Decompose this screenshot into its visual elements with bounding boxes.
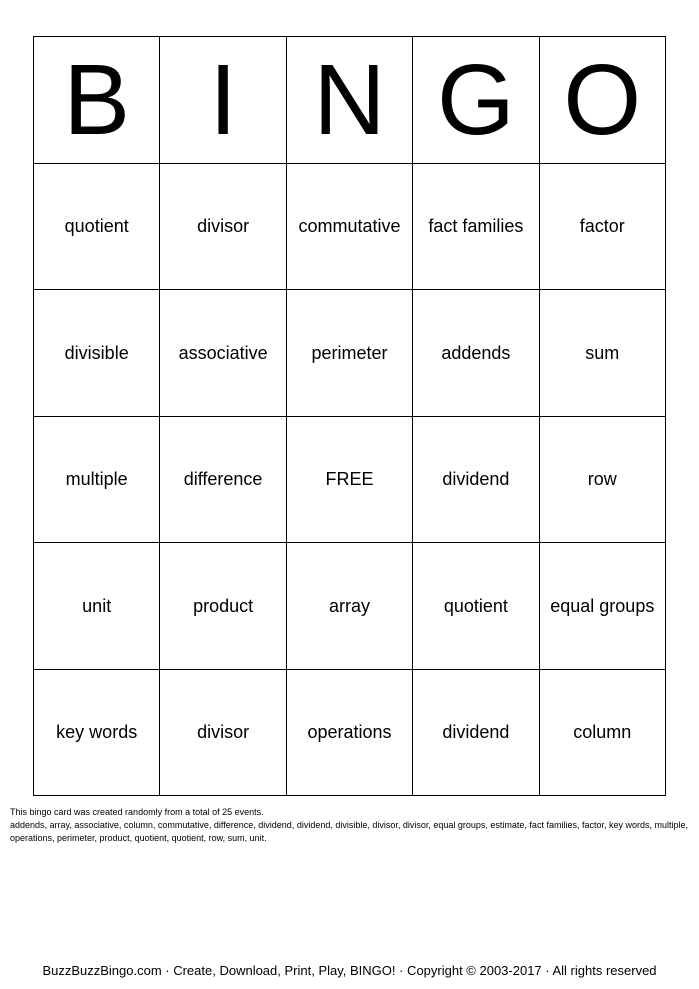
header-letter: B xyxy=(63,43,131,156)
cell-text: unit xyxy=(82,595,112,616)
bingo-cell xyxy=(34,543,160,670)
bingo-cell xyxy=(287,164,413,291)
bingo-cell xyxy=(160,543,286,670)
cell-text: FREE xyxy=(325,469,374,490)
cell-text: associative xyxy=(178,342,268,363)
cell-text: product xyxy=(193,595,254,616)
cell-text: quotient xyxy=(443,595,508,616)
header-letter: O xyxy=(563,43,642,156)
bingo-cell xyxy=(540,417,666,544)
bingo-cell xyxy=(540,543,666,670)
cell-text: equal groups xyxy=(550,595,655,616)
cell-text: multiple xyxy=(65,469,128,490)
bingo-cell xyxy=(413,290,539,417)
bingo-cell xyxy=(540,670,666,797)
cell-text: dividend xyxy=(442,469,510,490)
cell-text: divisor xyxy=(197,722,250,743)
cell-text: divisible xyxy=(64,342,129,363)
cell-text: column xyxy=(573,722,632,743)
bingo-cell xyxy=(287,543,413,670)
header-cell-g xyxy=(413,37,539,164)
cell-text: fact families xyxy=(428,216,524,237)
header-letter: N xyxy=(313,43,386,156)
footer-copyright: BuzzBuzzBingo.com · Create, Download, Print, Play, BINGO! · Copyright © 2003-2017 · All rights reserved xyxy=(42,963,657,978)
bingo-cell xyxy=(160,670,286,797)
bingo-card xyxy=(33,36,666,796)
header-letter: G xyxy=(436,43,515,156)
header-cell-o xyxy=(540,37,666,164)
cell-text: dividend xyxy=(442,722,510,743)
bingo-cell xyxy=(34,290,160,417)
header-letter: I xyxy=(209,43,237,156)
cell-text: row xyxy=(587,469,617,490)
bingo-cell xyxy=(413,670,539,797)
cell-text: difference xyxy=(183,469,263,490)
cell-text: addends xyxy=(441,342,511,363)
bingo-cell xyxy=(413,543,539,670)
bingo-cell xyxy=(413,164,539,291)
cell-text: commutative xyxy=(298,216,401,237)
bingo-cell xyxy=(540,164,666,291)
cell-text: divisor xyxy=(197,216,250,237)
bingo-cell xyxy=(287,290,413,417)
event-list: addends, array, associative, column, commutative, difference, dividend, dividend, divisible, divisor, divisor, equal groups, estimate, fact families, factor, key words, multiple, operations, perimeter, product, quotient, quotient, row, sum, unit. xyxy=(10,820,688,843)
bingo-cell xyxy=(34,164,160,291)
bingo-cell xyxy=(160,417,286,544)
cell-text: key words xyxy=(56,722,138,743)
bingo-cell xyxy=(160,164,286,291)
card-summary: This bingo card was created randomly from a total of 25 events. xyxy=(10,807,264,817)
cell-text: sum xyxy=(585,342,620,363)
bingo-cell xyxy=(34,670,160,797)
header-cell-b xyxy=(34,37,160,164)
free-cell xyxy=(287,417,413,544)
bingo-cell xyxy=(540,290,666,417)
bingo-cell xyxy=(413,417,539,544)
cell-text: factor xyxy=(579,216,625,237)
bingo-cell xyxy=(34,417,160,544)
bingo-cell xyxy=(160,290,286,417)
header-cell-n xyxy=(287,37,413,164)
cell-text: array xyxy=(328,595,370,616)
header-cell-i xyxy=(160,37,286,164)
cell-text: quotient xyxy=(64,216,129,237)
cell-text: operations xyxy=(307,722,392,743)
bingo-cell xyxy=(287,670,413,797)
card-info xyxy=(10,806,690,845)
cell-text: perimeter xyxy=(311,342,388,363)
